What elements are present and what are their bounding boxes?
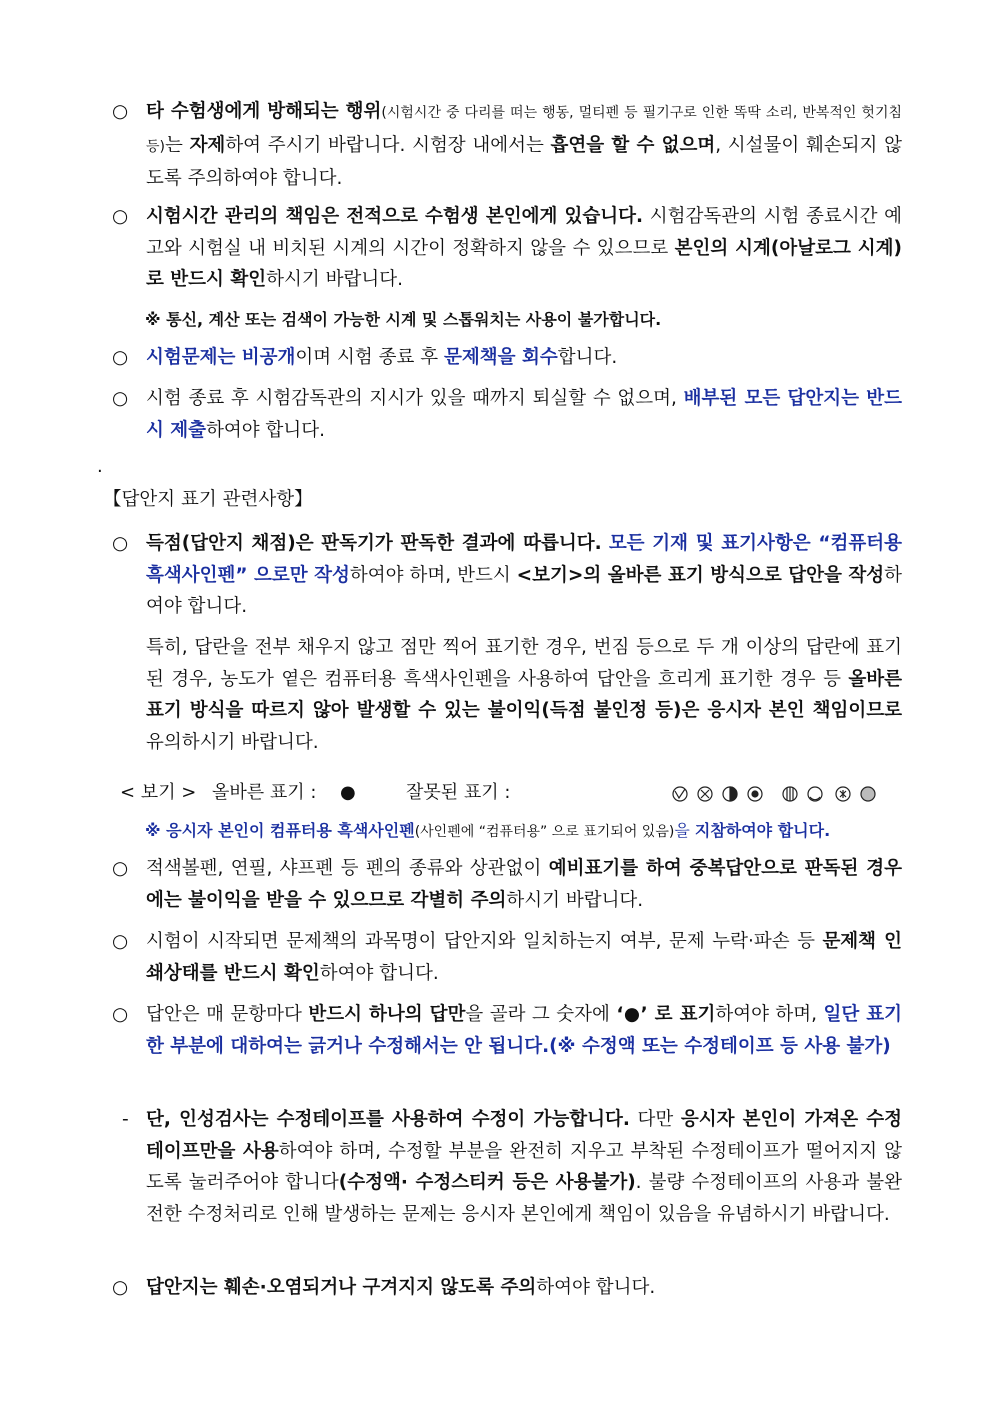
circle-bullet-icon: ○ bbox=[112, 1004, 129, 1025]
text-run: 하시기 바랍니다. bbox=[266, 269, 403, 290]
text-run: 하여야 합니다. bbox=[146, 564, 902, 617]
text-run: (사인펜에 “컴퓨터용” 으로 표기되어 있음) bbox=[414, 824, 675, 840]
text-run: 문제책을 회수 bbox=[444, 347, 558, 368]
text-run: 이며 시험 종료 후 bbox=[295, 347, 445, 368]
text-run: 다만 bbox=[629, 1109, 681, 1130]
text-run: 적색볼펜, 연필, 샤프펜 등 펜의 종류와 상관없이 bbox=[146, 858, 549, 879]
notice-item-preliminary-marking bbox=[112, 853, 902, 916]
notice-item-scoring bbox=[112, 528, 902, 623]
wrong-mark-lines-icon bbox=[783, 787, 797, 801]
wrong-label: 잘못된 표기 : bbox=[406, 782, 511, 803]
text-run: 하여야 합니다. bbox=[536, 1277, 656, 1298]
item-text bbox=[146, 1272, 902, 1304]
note-pen-requirement bbox=[145, 817, 905, 846]
text-run: , 시설물이 훼손되지 않도록 주의하여야 합니다. bbox=[146, 134, 902, 189]
circle-bullet-icon: ○ bbox=[112, 388, 129, 409]
stray-dot: . bbox=[97, 456, 103, 477]
marking-example bbox=[120, 778, 900, 808]
text-run: ‘●’ 로 표기 bbox=[616, 1004, 716, 1025]
text-run: . 불량 수정테이프의 사용과 불완전한 수정처리로 인해 발생하는 문제는 응시자 본인에게 책임이 있음을 유념하시기 바랍니다. bbox=[146, 1172, 902, 1225]
text-run: 일단 표기한 부분에 대하여는 긁거나 수정해서는 안 됩니다.(※ 수정액 또는 수정테이프 등 사용 불가) bbox=[146, 1004, 902, 1057]
circle-bullet-icon: ○ bbox=[112, 858, 129, 879]
section-heading: 【답안지 표기 관련사항】 bbox=[103, 489, 313, 510]
notice-item-submission bbox=[112, 383, 902, 446]
text-run: 하여야 하며, 수정할 부분을 완전히 지우고 부착된 수정테이프가 떨어지지 않도록 눌러주어야 합니다 bbox=[146, 1140, 902, 1193]
text-run: (시험시간 중 다리를 떠는 행동, 멀티펜 등 필기구로 인한 똑딱 소리, 반복적인 헛기침 등) bbox=[146, 105, 903, 155]
text-run: 시험문제는 비공개 bbox=[146, 347, 296, 368]
text-run: 응시자 본인이 가져온 수정테이프만을 사용 bbox=[146, 1109, 903, 1162]
wrong-mark-light-icon bbox=[861, 787, 875, 801]
text-run: 을 bbox=[674, 821, 695, 840]
item-text bbox=[146, 926, 902, 989]
notice-item-sheet-care bbox=[112, 1272, 902, 1304]
notice-item-confidential bbox=[112, 342, 902, 374]
circle-bullet-icon: ○ bbox=[112, 931, 129, 952]
text-run: 유의하시기 바랍니다. bbox=[146, 731, 319, 753]
text-run: 하여야 합니다. bbox=[206, 419, 326, 441]
circle-bullet-icon: ○ bbox=[112, 347, 129, 368]
item-text bbox=[146, 383, 902, 446]
text-run: 답안은 매 문항마다 bbox=[146, 1004, 309, 1025]
text-run: 을 골라 그 숫자에 bbox=[465, 1004, 617, 1025]
text-run: 문제책 인쇄상태를 반드시 확인 bbox=[146, 931, 902, 984]
item-text bbox=[146, 853, 902, 916]
text-run: 는 bbox=[165, 134, 190, 156]
text-run: 자제 bbox=[189, 134, 226, 156]
text-run: 하여야 하며, bbox=[715, 1004, 824, 1025]
notice-item-booklet-check bbox=[112, 926, 902, 989]
text-run: 합니다. bbox=[557, 347, 618, 368]
text-run: 답안지는 훼손·오염되거나 구겨지지 않도록 주의 bbox=[146, 1277, 537, 1298]
item-text bbox=[146, 999, 902, 1062]
text-run: 지참하여야 합니다. bbox=[694, 821, 831, 840]
text-run: ※ 응시자 본인이 컴퓨터용 흑색사인펜 bbox=[145, 821, 415, 840]
text-run: 득점(답안지 채점)은 판독기가 판독한 결과에 따릅니다. bbox=[146, 533, 602, 554]
text-run: 하여야 합니다. bbox=[319, 962, 439, 984]
example-label: < 보기 > bbox=[120, 782, 197, 803]
correct-label: 올바른 표기 : bbox=[212, 782, 317, 803]
text-run: 시험감독관의 시험 종료시간 예고와 시험실 내 비치된 시계의 시간이 정확하지 않을 수 있으므로 bbox=[146, 206, 902, 259]
text-run: 단, 인성검사는 수정테이프를 사용하여 수정이 가능합니다. bbox=[146, 1109, 630, 1130]
note-watch-restriction bbox=[145, 306, 905, 334]
notice-item-personality-test bbox=[112, 1104, 902, 1230]
item-text bbox=[146, 96, 902, 195]
wrong-mark-star-icon bbox=[836, 787, 850, 801]
text-run: 하시기 바랍니다. bbox=[506, 889, 644, 911]
wrong-marks-icon bbox=[668, 783, 888, 805]
scoring-detail-paragraph bbox=[146, 632, 902, 758]
text-run: 모든 기재 및 표기사항은 “컴퓨터용 흑색사인펜” 으로만 작성 bbox=[146, 533, 902, 586]
text-run: 본인의 시계(아날로그 시계)로 반드시 확인 bbox=[146, 237, 902, 290]
item-text bbox=[146, 528, 902, 623]
circle-bullet-icon: ○ bbox=[112, 101, 129, 122]
text-run: 반드시 하나의 답만 bbox=[308, 1004, 466, 1025]
text-run: 예비표기를 하여 중복답안으로 판독된 경우에는 불이익을 받을 수 있으므로 각별히 주의 bbox=[146, 858, 902, 911]
text-run: 올바른 표기 방식을 따르지 않아 발생할 수 있는 불이익(득점 불인정 등)은 응시자 본인 책임이므로 bbox=[146, 668, 902, 721]
text-run: 특히, 답란을 전부 채우지 않고 점만 찍어 표기한 경우, 번짐 등으로 두 개 이상의 답란에 표기된 경우, 농도가 옅은 컴퓨터용 흑색사인펜을 사용하여 답안을 흐리게 표기한 경우 등 bbox=[146, 637, 902, 690]
text-run: 배부된 모든 답안지는 반드시 제출 bbox=[146, 388, 902, 441]
text-run bbox=[602, 533, 609, 554]
text-run: 시험 종료 후 시험감독관의 지시가 있을 때까지 퇴실할 수 없으며, bbox=[146, 388, 684, 409]
dash-bullet: - bbox=[122, 1109, 129, 1130]
text-run: 시험이 시작되면 문제책의 과목명이 답안지와 일치하는지 여부, 문제 누락·파손 등 bbox=[146, 931, 823, 952]
text-run: 흡연을 할 수 없으며 bbox=[550, 134, 716, 156]
text-run: (수정액· 수정스티커 등은 사용불가) bbox=[338, 1172, 636, 1193]
notice-item-time-management bbox=[112, 201, 902, 296]
text-run: 하여야 하며, 반드시 bbox=[349, 564, 517, 586]
notice-item-disturbance bbox=[112, 96, 902, 195]
wrong-mark-x-icon bbox=[698, 787, 712, 801]
item-text bbox=[146, 201, 902, 296]
text-run: 시험시간 관리의 책임은 전적으로 수험생 본인에게 있습니다. bbox=[146, 206, 644, 227]
circle-bullet-icon: ○ bbox=[112, 206, 129, 227]
circle-bullet-icon: ○ bbox=[112, 1277, 129, 1298]
text-run: 하여 주시기 바랍니다. 시험장 내에서는 bbox=[225, 134, 551, 156]
notice-item-single-answer bbox=[112, 999, 902, 1062]
note-text: ※ 통신, 계산 또는 검색이 가능한 시계 및 스톱워치는 사용이 불가합니다. bbox=[145, 310, 662, 329]
text-run: <보기>의 올바른 표기 방식으로 답안을 작성 bbox=[516, 564, 885, 586]
wrong-mark-dot-icon bbox=[748, 787, 762, 801]
correct-mark: ● bbox=[340, 782, 356, 803]
item-text bbox=[146, 342, 902, 374]
circle-bullet-icon: ○ bbox=[112, 533, 129, 554]
wrong-mark-partial-icon bbox=[808, 787, 822, 801]
item-text bbox=[146, 1104, 902, 1230]
text-run: 타 수험생에게 방해되는 행위 bbox=[146, 101, 382, 122]
wrong-mark-check-icon bbox=[673, 787, 687, 801]
wrong-mark-half-icon bbox=[723, 787, 737, 801]
